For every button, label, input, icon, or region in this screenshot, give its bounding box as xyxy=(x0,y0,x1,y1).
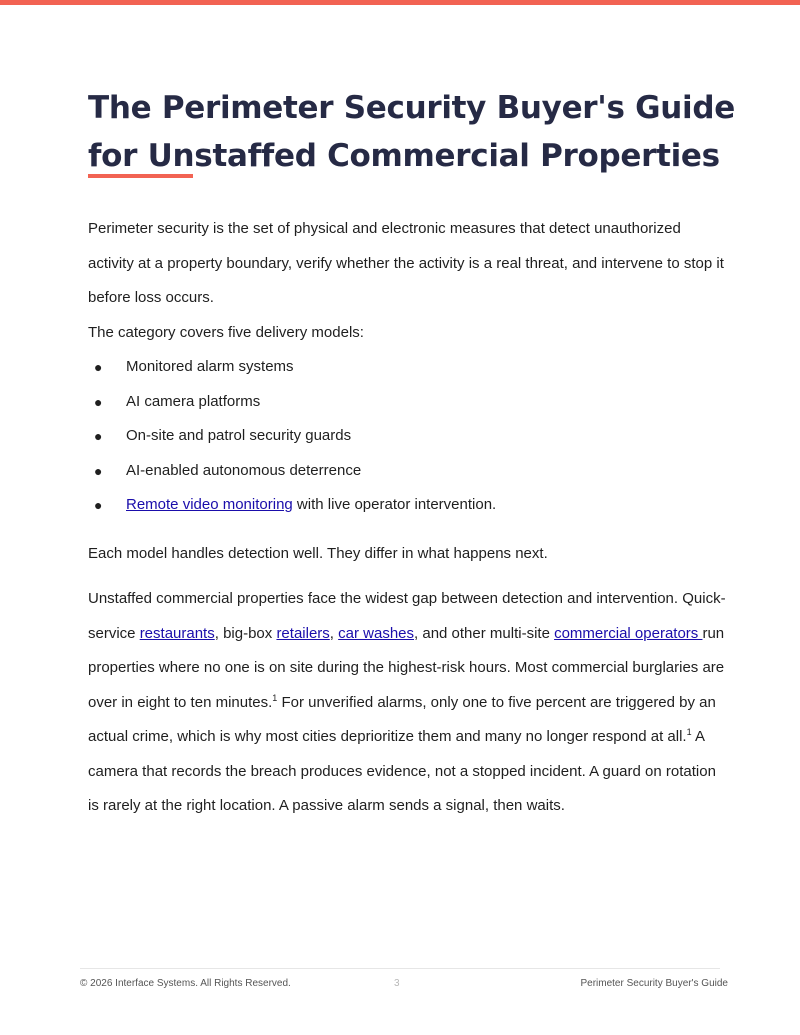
unstaffed-properties-paragraph xyxy=(88,582,728,824)
footnote-ref: 1 xyxy=(686,727,692,737)
footer-copyright: © 2026 Interface Systems. All Rights Reserved. xyxy=(80,978,291,989)
list-item-text: AI-enabled autonomous deterrence xyxy=(126,461,362,479)
restaurants-link[interactable]: restaurants xyxy=(139,624,215,642)
title-underline xyxy=(88,174,193,178)
category-intro: The category covers five delivery models: xyxy=(88,323,364,341)
spacer xyxy=(88,523,728,537)
page-title-line-1: The Perimeter Security Buyer's Guide xyxy=(88,90,735,126)
list-item xyxy=(88,488,728,523)
bullet-icon: ● xyxy=(94,359,103,375)
list-item-text: On-site and patrol security guards xyxy=(126,427,352,444)
page-title-line-2: for Unstaffed Commercial Properties xyxy=(88,138,720,174)
paragraph-text: , big-box xyxy=(214,624,277,642)
list-item-text: with live operator intervention. xyxy=(292,496,497,513)
list-item xyxy=(88,419,728,454)
retailers-link[interactable]: retailers xyxy=(276,624,330,642)
footer-page-number: 3 xyxy=(394,978,400,989)
list-item xyxy=(88,385,728,420)
footer-doc-title: Perimeter Security Buyer's Guide xyxy=(580,978,728,989)
intro-paragraph: Perimeter security is the set of physical and electronic measures that detect unauthorized activity at a property boundary, verify whether the activity is a real threat, and intervene to stop it before loss occurs. xyxy=(88,220,724,306)
spacer xyxy=(88,571,728,582)
list-item-text: Monitored alarm systems xyxy=(126,358,294,375)
page-title xyxy=(88,84,735,180)
list-item xyxy=(88,350,728,385)
bullet-icon: ● xyxy=(94,428,103,444)
footnote-ref: 1 xyxy=(272,692,278,703)
top-accent-bar xyxy=(0,0,800,5)
remote-video-monitoring-link[interactable]: Remote video monitoring xyxy=(126,496,293,513)
paragraph-text: A camera that records the breach produces evidence, not a stopped incident. A guard on rotation is rarely at the right location. A passive alarm sends a signal, then waits. xyxy=(88,728,716,814)
footer-divider xyxy=(80,968,720,969)
list-item-text: AI camera platforms xyxy=(126,392,261,410)
paragraph-text: For unverified alarms, only one to five percent are triggered by an actual crime, which is why most cities deprioritize them and many no longer respond at all. xyxy=(88,693,716,745)
bullet-icon: ● xyxy=(94,497,103,513)
bullet-icon: ● xyxy=(94,393,103,410)
main-content xyxy=(88,212,728,824)
paragraph-text: Unstaffed commercial properties face the widest gap between detection and intervention. Quick-service xyxy=(88,590,726,642)
bullet-icon: ● xyxy=(94,462,103,479)
paragraph-text: run properties where no one is on site during the highest-risk hours. Most commercial burglaries are over in eight to ten minutes. xyxy=(88,624,725,711)
paragraph-text: , and other multi-site xyxy=(414,624,555,642)
car-washes-link[interactable]: car washes xyxy=(338,624,415,642)
list-item xyxy=(88,454,728,489)
detection-paragraph: Each model handles detection well. They differ in what happens next. xyxy=(88,544,548,562)
commercial-operators-link[interactable]: commercial operators xyxy=(554,624,703,642)
delivery-models-list xyxy=(88,350,728,523)
paragraph-text: , xyxy=(329,624,339,642)
